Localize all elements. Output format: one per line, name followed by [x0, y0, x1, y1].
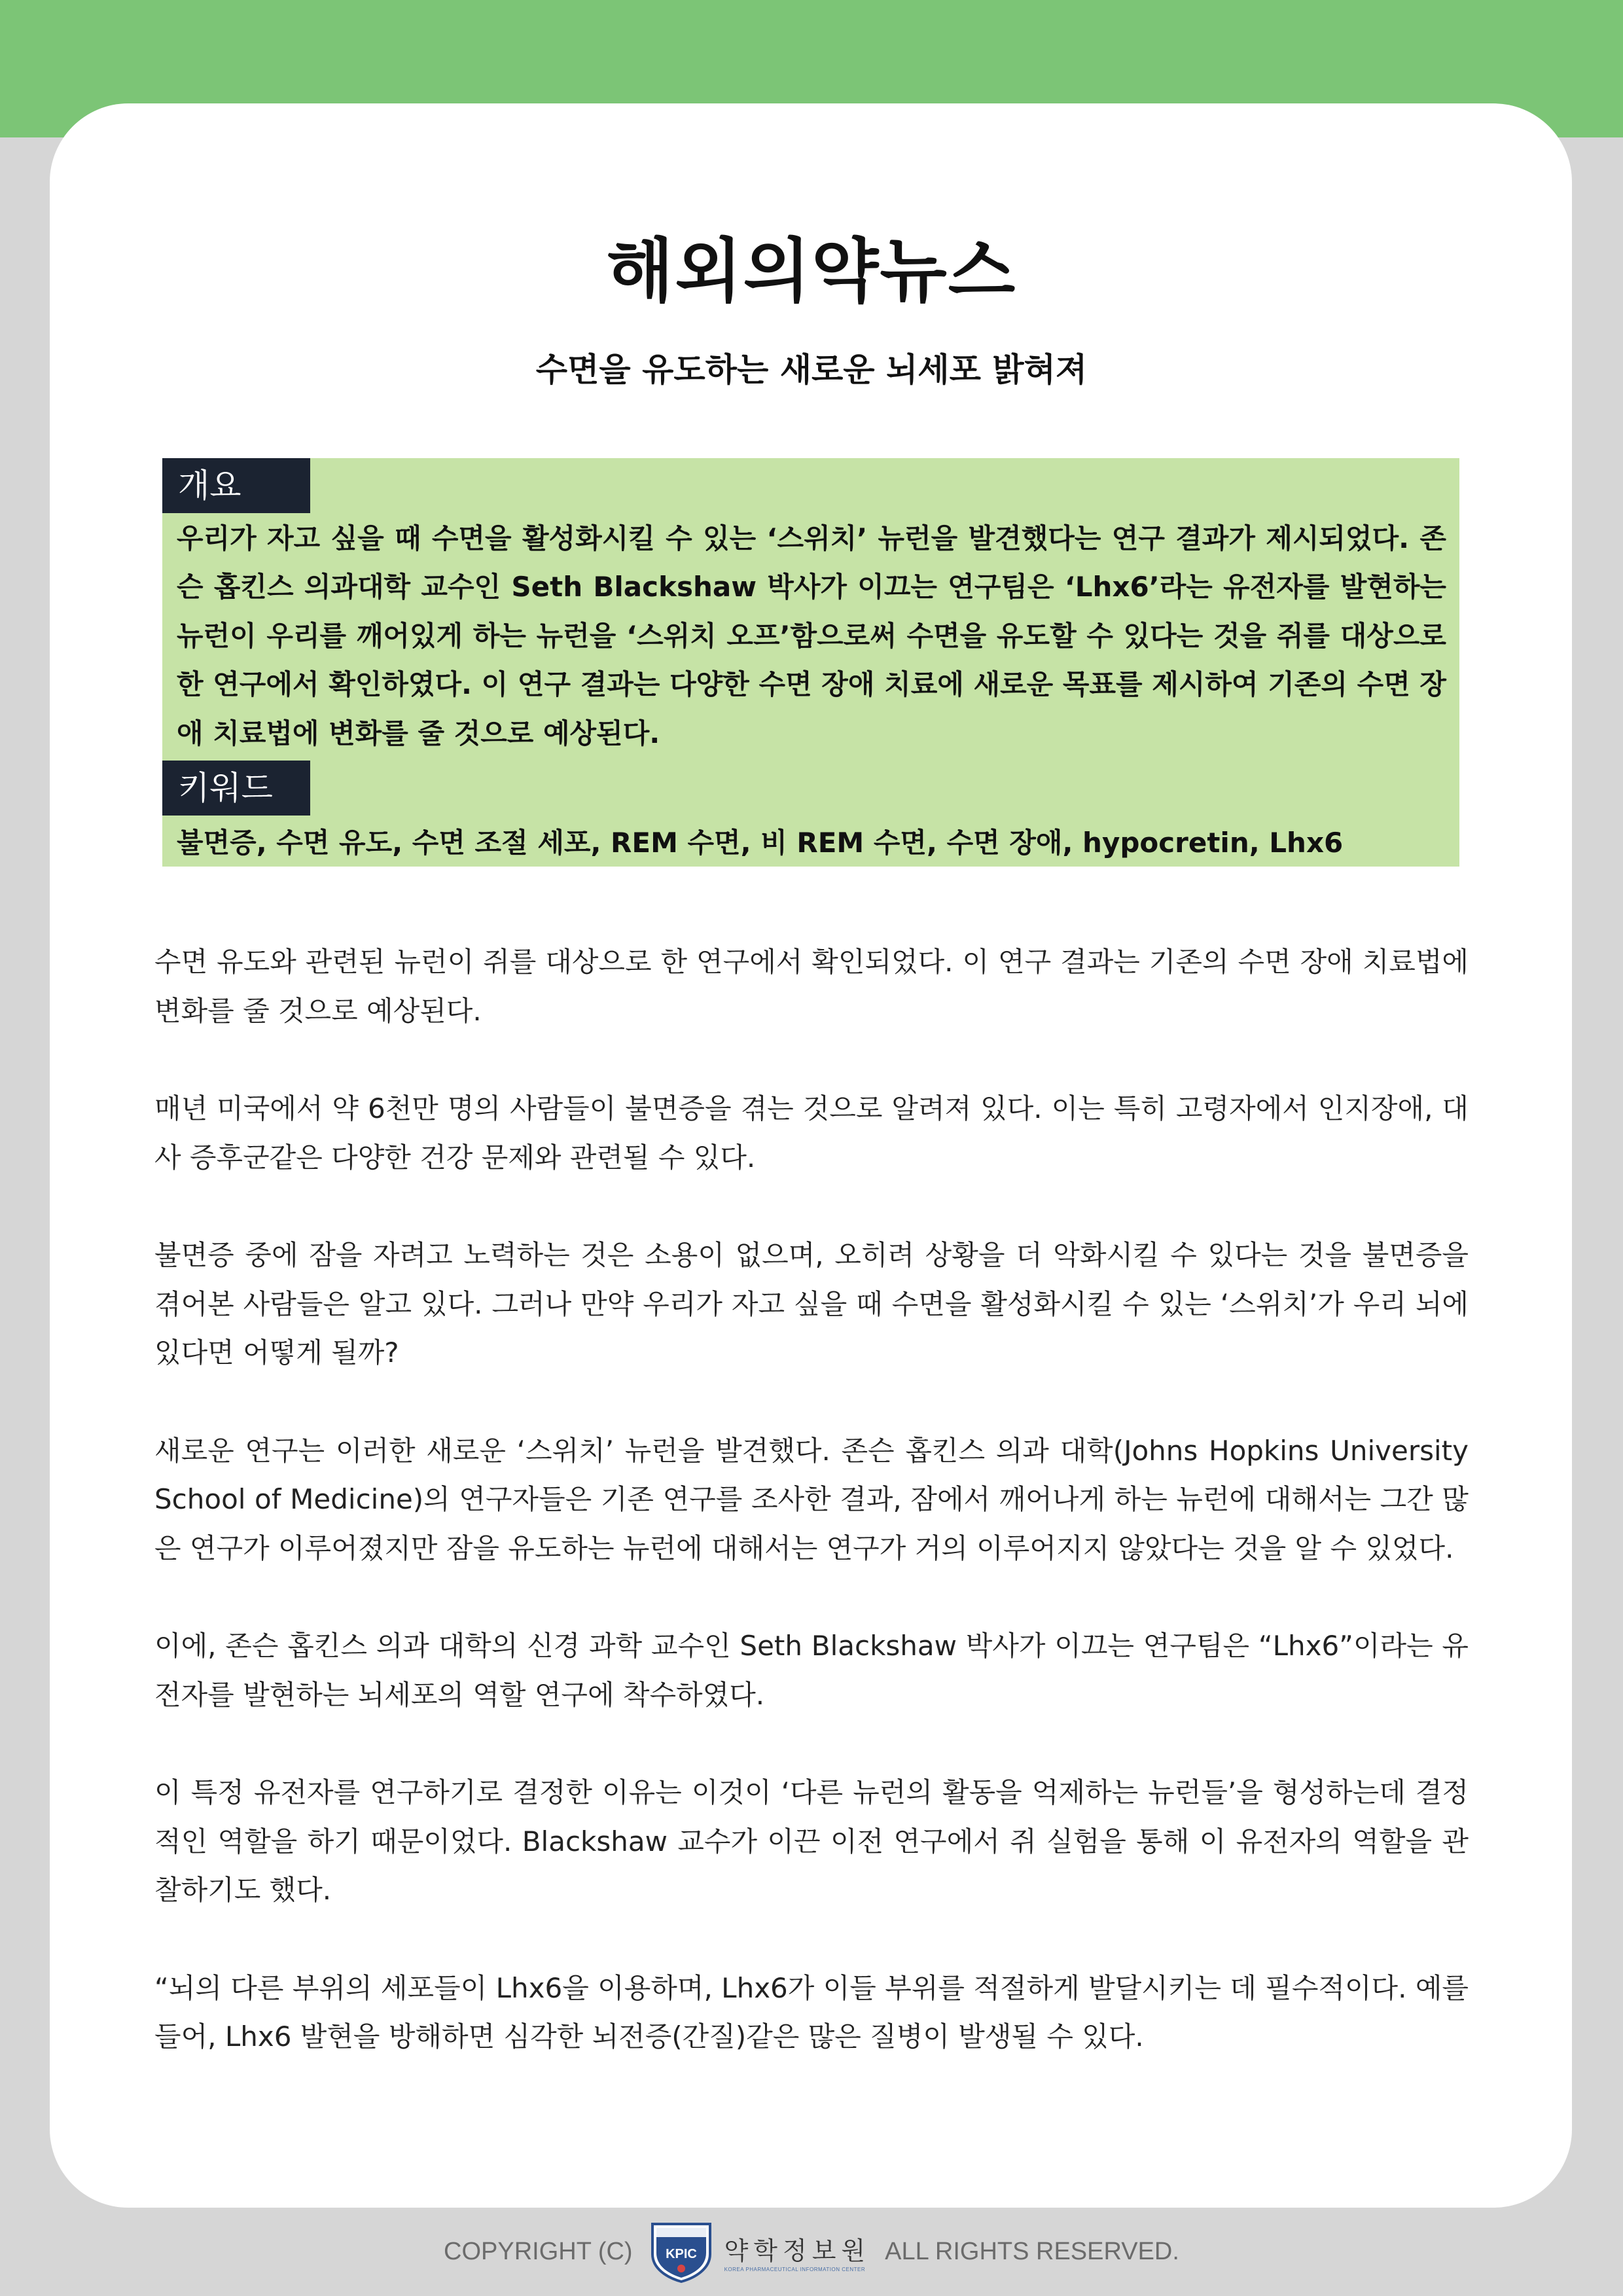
body-paragraph: 새로운 연구는 이러한 새로운 ‘스위치’ 뉴런을 발견했다. 존슨 홉킨스 의과 대학(Johns Hopkins University School of Medicine)의 연구자들은 기존 연구를 조사한 결과, 잠에서 깨어나게 하는 뉴런에 대해서는 그간 많은 연구가 이루어졌지만 잠을 유도하는 뉴런에 대해서는 연구가 거의 이루어지지 않았다는 것을 알 수 있었다. [154, 1434, 1469, 1564]
summary-box [162, 458, 1459, 867]
article-body [154, 938, 1469, 2111]
rights-text: ALL RIGHTS RESERVED. [885, 2237, 1179, 2265]
keyword-text: 불면증, 수면 유도, 수면 조절 세포, REM 수면, 비 REM 수면, 수면 장애, hypocretin, Lhx6 [177, 827, 1344, 859]
footer [0, 2219, 1623, 2284]
logo-text: KPIC [665, 2247, 697, 2261]
overview-label: 개요 [162, 458, 310, 513]
body-paragraph: 이 특정 유전자를 연구하기로 결정한 이유는 이것이 ‘다른 뉴런의 활동을 억제하는 뉴런들’을 형성하는데 결정적인 역할을 하기 때문이었다. Blackshaw 교수가 이끈 이전 연구에서 쥐 실험을 통해 이 유전자의 역할을 관찰하기도 했다. [154, 1776, 1469, 1906]
body-paragraph: 수면 유도와 관련된 뉴런이 쥐를 대상으로 한 연구에서 확인되었다. 이 연구 결과는 기존의 수면 장애 치료법에 변화를 줄 것으로 예상된다. [154, 946, 1469, 1027]
keyword-label: 키워드 [162, 761, 310, 816]
body-paragraph: “뇌의 다른 부위의 세포들이 Lhx6을 이용하며, Lhx6가 이들 부위를 적절하게 발달시키는 데 필수적이다. 예를 들어, Lhx6 발현을 방해하면 심각한 뇌전증(간질)같은 많은 질병이 발생될 수 있다. [154, 1971, 1469, 2053]
kpic-shield-icon [647, 2220, 715, 2283]
overview-text: 우리가 자고 싶을 때 수면을 활성화시킬 수 있는 ‘스위치’ 뉴런을 발견했다는 연구 결과가 제시되었다. 존슨 홉킨스 의과대학 교수인 Seth Blackshaw 박사가 이끄는 연구팀은 ‘Lhx6’라는 유전자를 발현하는 뉴런이 우리를 깨어있게 하는 뉴런을 ‘스위치 오프’함으로써 수면을 유도할 수 있다는 것을 쥐를 대상으로 한 연구에서 확인하였다. 이 연구 결과는 다양한 수면 장애 치료에 새로운 목표를 제시하여 기존의 수면 장애 치료법에 변화를 줄 것으로 예상된다. [177, 522, 1446, 749]
org-subtitle: KOREA PHARMACEUTICAL INFORMATION CENTER [724, 2267, 866, 2272]
body-paragraph: 이에, 존슨 홉킨스 의과 대학의 신경 과학 교수인 Seth Blackshaw 박사가 이끄는 연구팀은 “Lhx6”이라는 유전자를 발현하는 뇌세포의 역할 연구에 착수하였다. [154, 1630, 1469, 1711]
copyright-text: COPYRIGHT (C) [444, 2237, 633, 2265]
body-paragraph: 매년 미국에서 약 6천만 명의 사람들이 불면증을 겪는 것으로 알려져 있다. 이는 특히 고령자에서 인지장애, 대사 증후군같은 다양한 건강 문제와 관련될 수 있다. [154, 1092, 1469, 1174]
org-name: 약학정보원 [724, 2236, 871, 2265]
kpic-logo [647, 2220, 871, 2283]
org-block [724, 2231, 871, 2272]
article-subtitle: 수면을 유도하는 새로운 뇌세포 밝혀져 [535, 351, 1088, 389]
body-paragraph: 불면증 중에 잠을 자려고 노력하는 것은 소용이 없으며, 오히려 상황을 더 악화시킬 수 있다는 것을 불면증을 겪어본 사람들은 알고 있다. 그러나 만약 우리가 자고 싶을 때 수면을 활성화시킬 수 있는 ‘스위치’가 우리 뇌에 있다면 어떻게 될까? [154, 1239, 1469, 1369]
page-title: 해외의약뉴스 [606, 231, 1017, 312]
